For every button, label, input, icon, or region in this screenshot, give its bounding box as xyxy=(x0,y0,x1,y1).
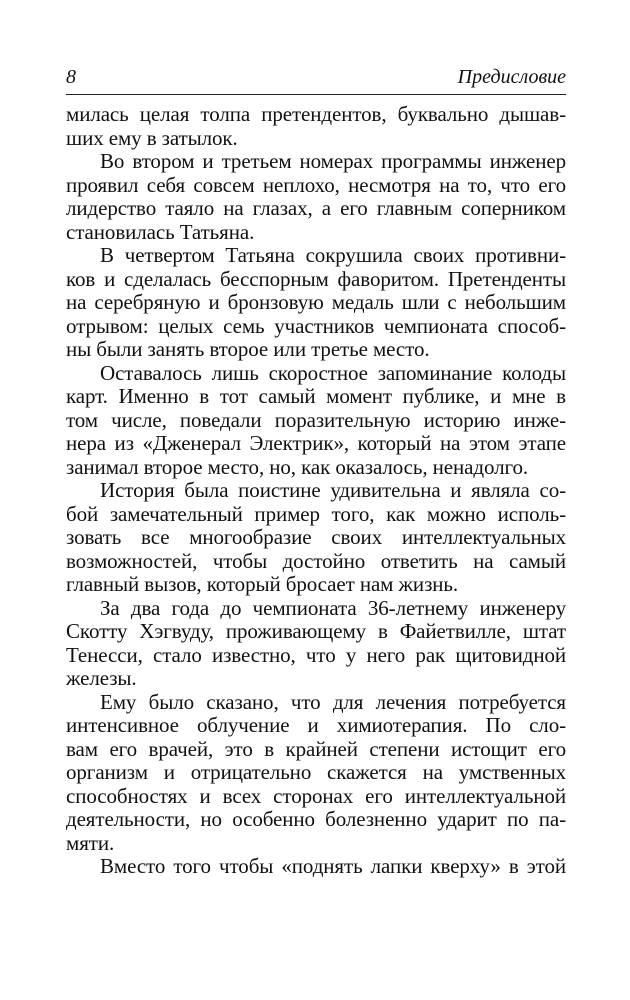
text-line: становилась Татьяна. xyxy=(66,219,255,244)
text-line: Ему было сказано, что для лечения потребуется xyxy=(100,689,566,714)
text-line: В четвертом Татьяна сокрушила своих противни- xyxy=(100,243,566,267)
text-line: ших ему в затылок. xyxy=(66,125,238,150)
text-line: ны были занять второе или третье место. xyxy=(66,337,430,361)
text-line: Во втором и третьем номерах программы инженер xyxy=(100,149,566,173)
text-line: История была поистине удивительна и являла со- xyxy=(100,478,566,502)
text-line: Скотту Хэгвуду, проживающему в Файетвилле, штат xyxy=(66,619,566,643)
text-line: мяти. xyxy=(66,830,115,855)
paragraph xyxy=(66,362,566,480)
text-line: железы. xyxy=(66,666,137,690)
paragraph xyxy=(66,479,566,597)
text-line: милась целая толпа претендентов, буквально дышав- xyxy=(66,102,566,126)
text-line: нера из «Дженерал Электрик», который на этом этапе xyxy=(66,431,566,455)
text-line: Тенесси, стало известно, что у него рак щитовидной xyxy=(66,642,566,667)
text-line: на серебряную и бронзовую медаль шли с небольшим xyxy=(66,290,566,314)
paragraph xyxy=(66,150,566,244)
paragraph xyxy=(66,691,566,856)
paragraph xyxy=(66,244,566,362)
text-line: вам его врачей, это в крайней степени истощит его xyxy=(66,736,566,761)
text-line: занимал второе место, но, как оказалось, ненадолго. xyxy=(66,454,528,479)
text-line: способностях и всех сторонах его интеллектуальной xyxy=(66,783,566,808)
paragraph xyxy=(66,597,566,691)
text-line: главный вызов, который бросает нам жизнь. xyxy=(66,572,459,596)
header-rule xyxy=(66,94,566,95)
paragraph xyxy=(66,855,566,879)
text-line: проявил себя совсем неплохо, несмотря на то, что его xyxy=(66,172,566,197)
text-line: Оставалось лишь скоростное запоминание колоды xyxy=(100,360,566,385)
text-line: возможностей, чтобы достойно ответить на самый xyxy=(66,548,566,573)
text-line: бой замечательный пример того, как можно исполь- xyxy=(66,501,566,526)
body-text xyxy=(66,103,566,879)
text-line: Вместо того чтобы «поднять лапки кверху» в этой xyxy=(100,854,566,878)
text-line: зовать все многообразие своих интеллектуальных xyxy=(66,525,566,549)
text-line: том числе, поведали поразительную историю инже- xyxy=(66,407,566,432)
text-line: организм и отрицательно скажется на умственных xyxy=(66,760,566,784)
text-line: карт. Именно в тот самый момент публике, и мне в xyxy=(66,384,566,408)
book-page xyxy=(66,64,566,879)
text-line: За два года до чемпионата 36-летнему инженеру xyxy=(100,595,566,620)
text-line: отрывом: целых семь участников чемпионата способ- xyxy=(66,313,566,338)
running-head xyxy=(66,64,566,90)
page-number: 8 xyxy=(66,66,76,88)
text-line: интенсивное облучение и химиотерапия. По сло- xyxy=(66,713,566,737)
text-line: деятельности, но особенно болезненно ударит по па- xyxy=(66,807,566,831)
section-title: Предисловие xyxy=(457,66,566,88)
text-line: ков и сделалась бесспорным фаворитом. Претенденты xyxy=(66,266,566,291)
paragraph xyxy=(66,103,566,150)
text-line: лидерство таяло на глазах, а его главным соперником xyxy=(66,196,566,220)
